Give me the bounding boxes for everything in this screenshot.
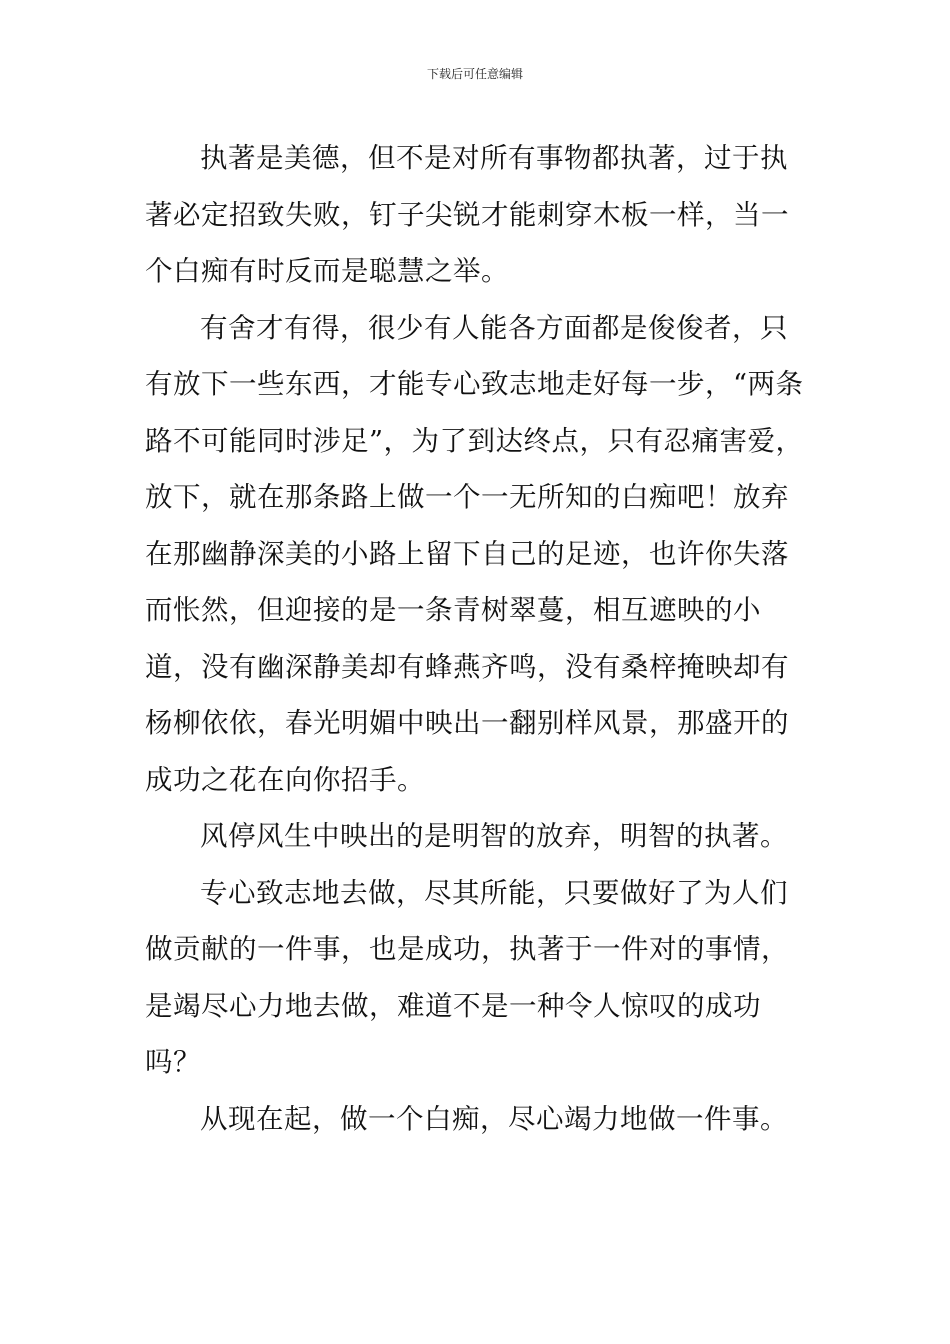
paragraph: 风停风生中映出的是明智的放弃，明智的执著。: [200, 820, 788, 852]
document-body: [145, 130, 807, 1147]
paragraph: 从现在起，做一个白痴，尽心竭力地做一件事。: [200, 1102, 788, 1135]
page-header-note: 下载后可任意编辑: [426, 67, 523, 81]
paragraph: 专心致志地去做，尽其所能，只要做好了为人们做贡献的一件事，也是成功，执著于一件对的事情，是竭尽心力地去做，难道不是一种令人惊叹的成功吗？: [145, 876, 789, 1078]
paragraph: 有舍才有得，很少有人能各方面都是俊俊者，只有放下一些东西，才能专心致志地走好每一步，“两条路不可能同时涉足”，为了到达终点，只有忍痛害爱，放下，就在那条路上做一个一无所知的白痴吧！放弃在那幽静深美的小路上留下自己的足迹，也许你失落而怅然，但迎接的是一条青树翠蔓，相互遮映的小道，没有幽深静美却有蜂燕齐鸣，没有桑梓掩映却有杨柳依依，春光明媚中映出一翻别样风景，那盛开的成功之花在向你招手。: [145, 311, 804, 796]
paragraph: 执著是美德，但不是对所有事物都执著，过于执著必定招致失败，钉子尖锐才能刺穿木板一样，当一个白痴有时反而是聪慧之举。: [145, 142, 789, 287]
